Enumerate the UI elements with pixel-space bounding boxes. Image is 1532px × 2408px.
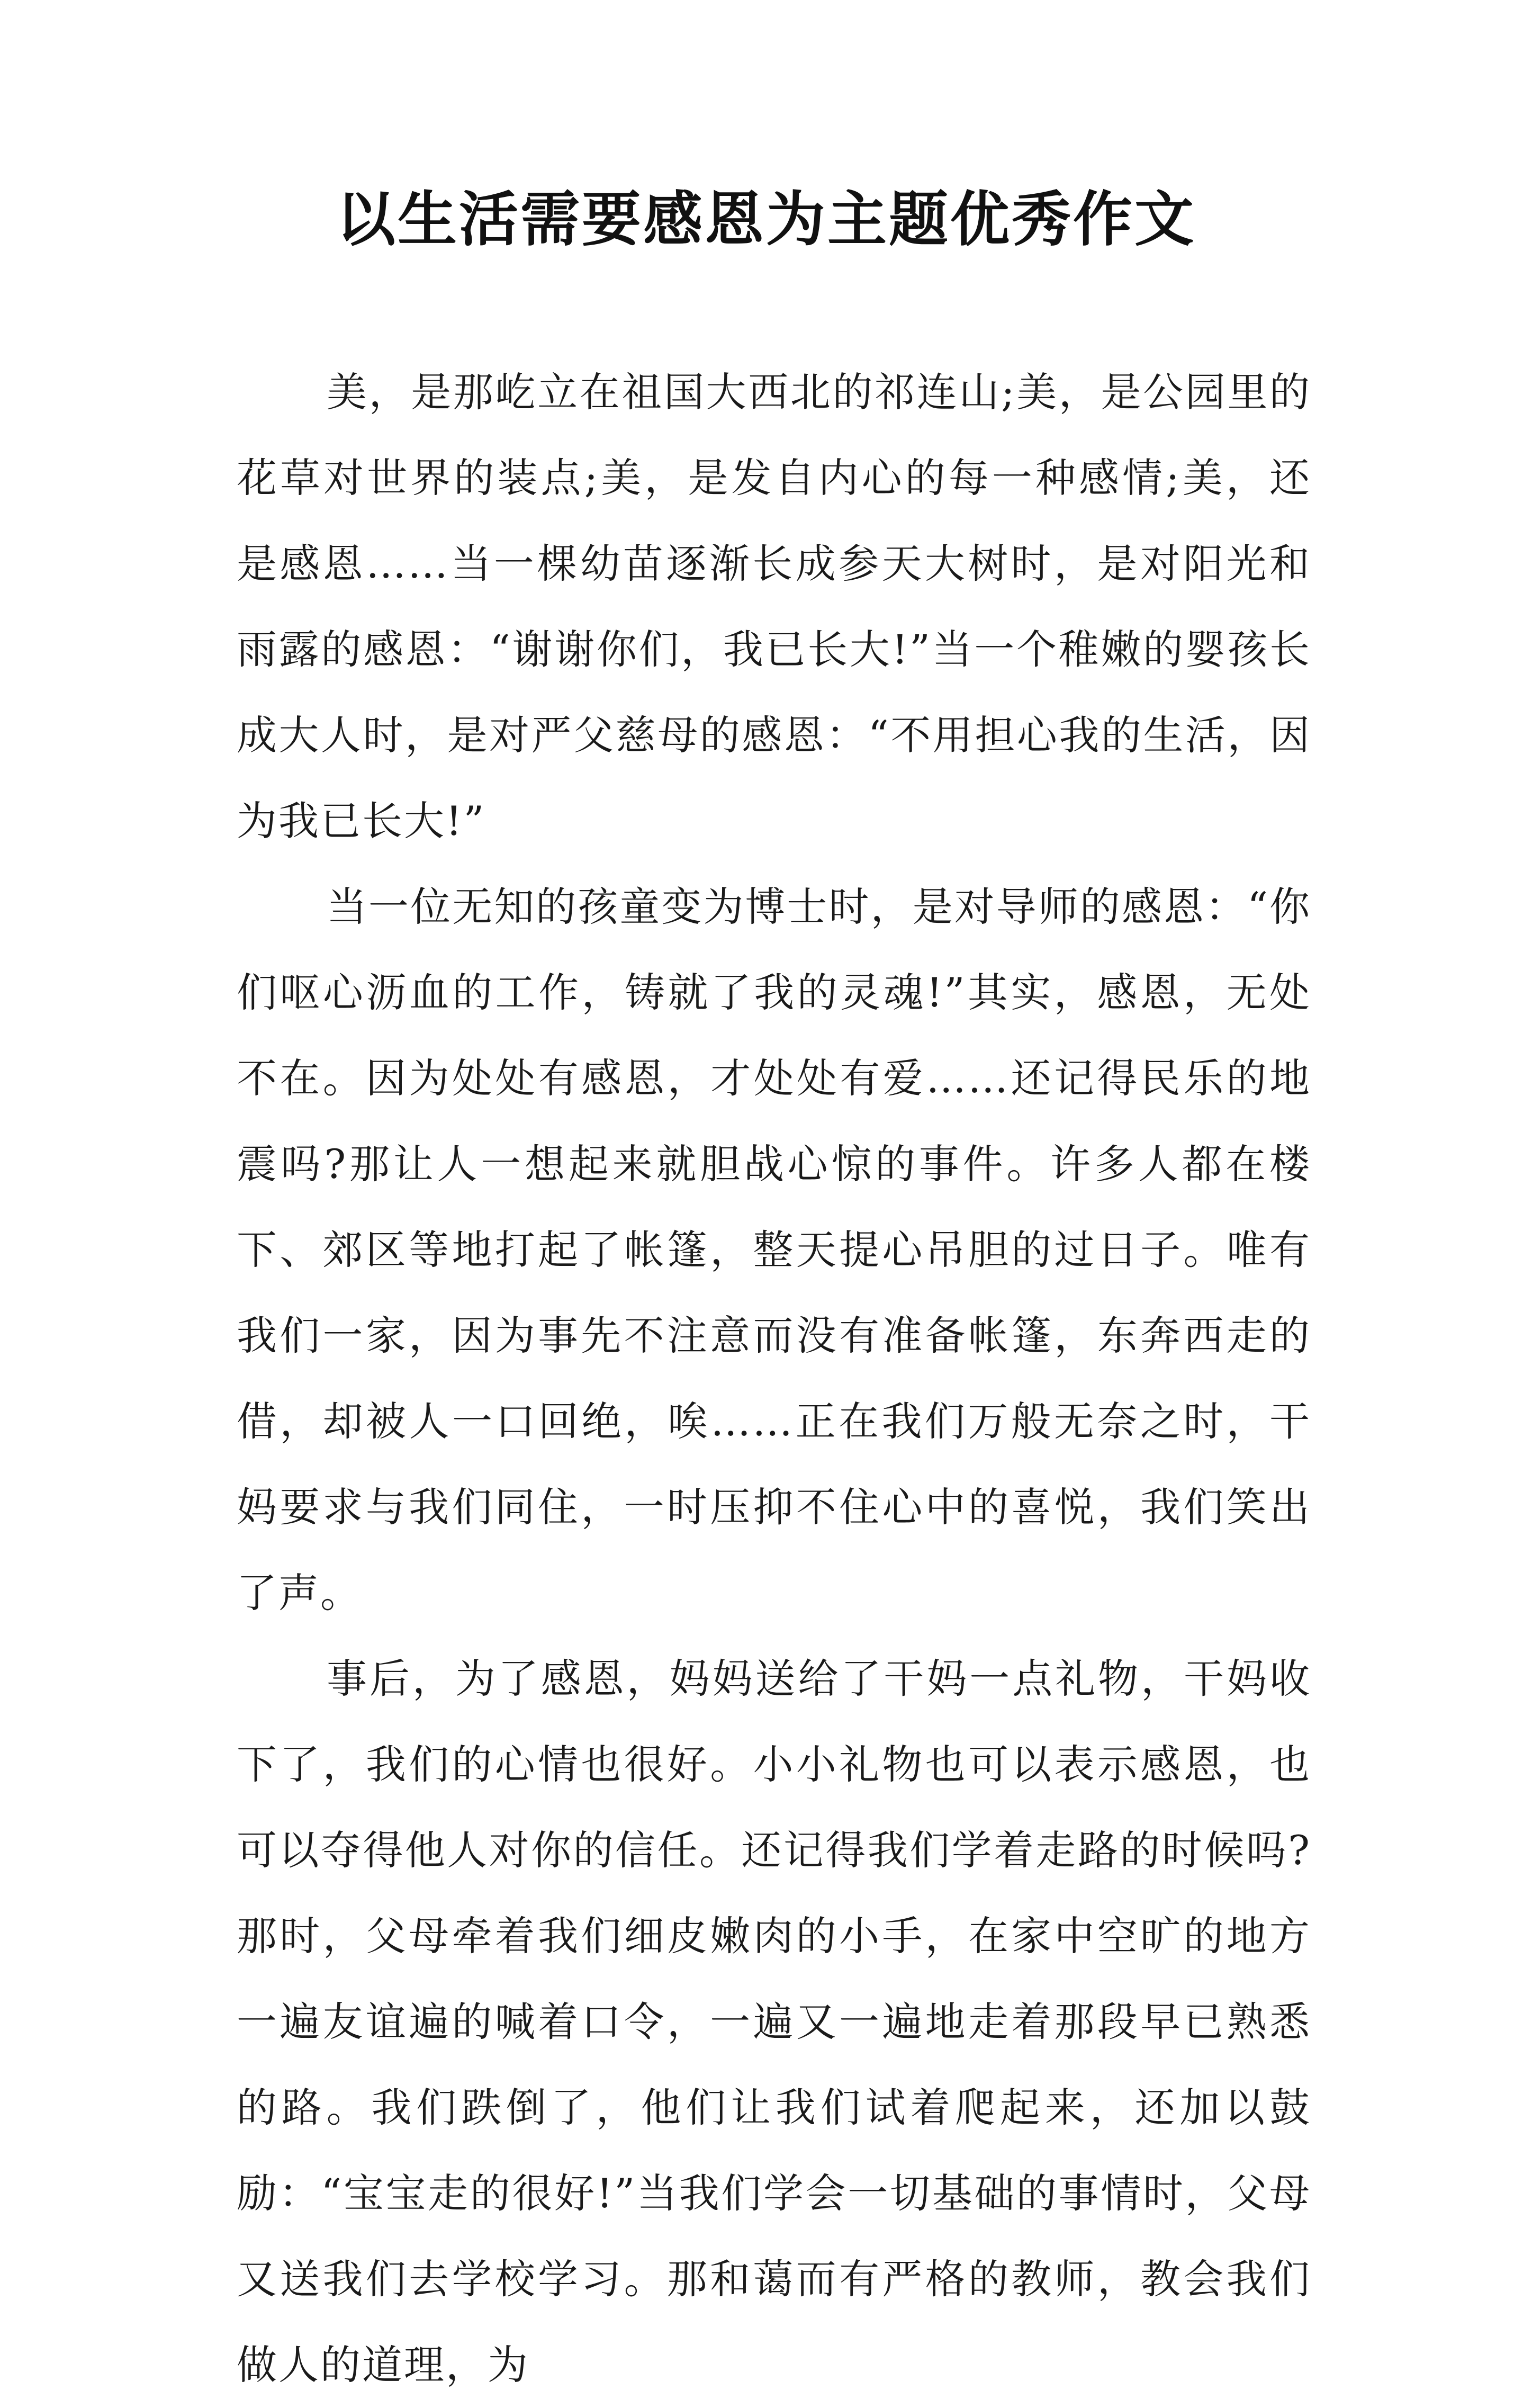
paragraph-3: 事后，为了感恩，妈妈送给了干妈一点礼物，干妈收下了，我们的心情也很好。小小礼物也可以表示感恩，也可以夺得他人对你的信任。还记得我们学着走路的时候吗?那时，父母牵着我们细皮嫩肉的小手，在家中空旷的地方一遍友谊遍的喊着口令，一遍又一遍地走着那段早已熟悉的路。我们跌倒了，他们让我们试着爬起来，还加以鼓励：“宝宝走的很好!”当我们学会一切基础的事情时，父母又送我们去学校学习。那和蔼而有严格的教师，教会我们做人的道理，为 (237, 1655, 1311, 2388)
paragraph-1: 美，是那屹立在祖国大西北的祁连山;美，是公园里的花草对世界的装点;美，是发自内心的每一种感情;美，还是感恩……当一棵幼苗逐渐长成参天大树时，是对阳光和雨露的感恩：“谢谢你们，我已长大!”当一个稚嫩的婴孩长成大人时，是对严父慈母的感恩：“不用担心我的生活，因为我已长大!” (237, 369, 1311, 844)
document-title: 以生活需要感恩为主题优秀作文 (336, 185, 1196, 254)
document-body (237, 349, 1311, 2408)
paragraph-2: 当一位无知的孩童变为博士时，是对导师的感恩：“你们呕心沥血的工作，铸就了我的灵魂!”其实，感恩，无处不在。因为处处有感恩，才处处有爱……还记得民乐的地震吗?那让人一想起来就胆战心惊的事件。许多人都在楼下、郊区等地打起了帐篷，整天提心吊胆的过日子。唯有我们一家，因为事先不注意而没有准备帐篷，东奔西走的借，却被人一口回绝，唉……正在我们万般无奈之时，干妈要求与我们同住，一时压抑不住心中的喜悦，我们笑出了声。 (237, 883, 1311, 1616)
